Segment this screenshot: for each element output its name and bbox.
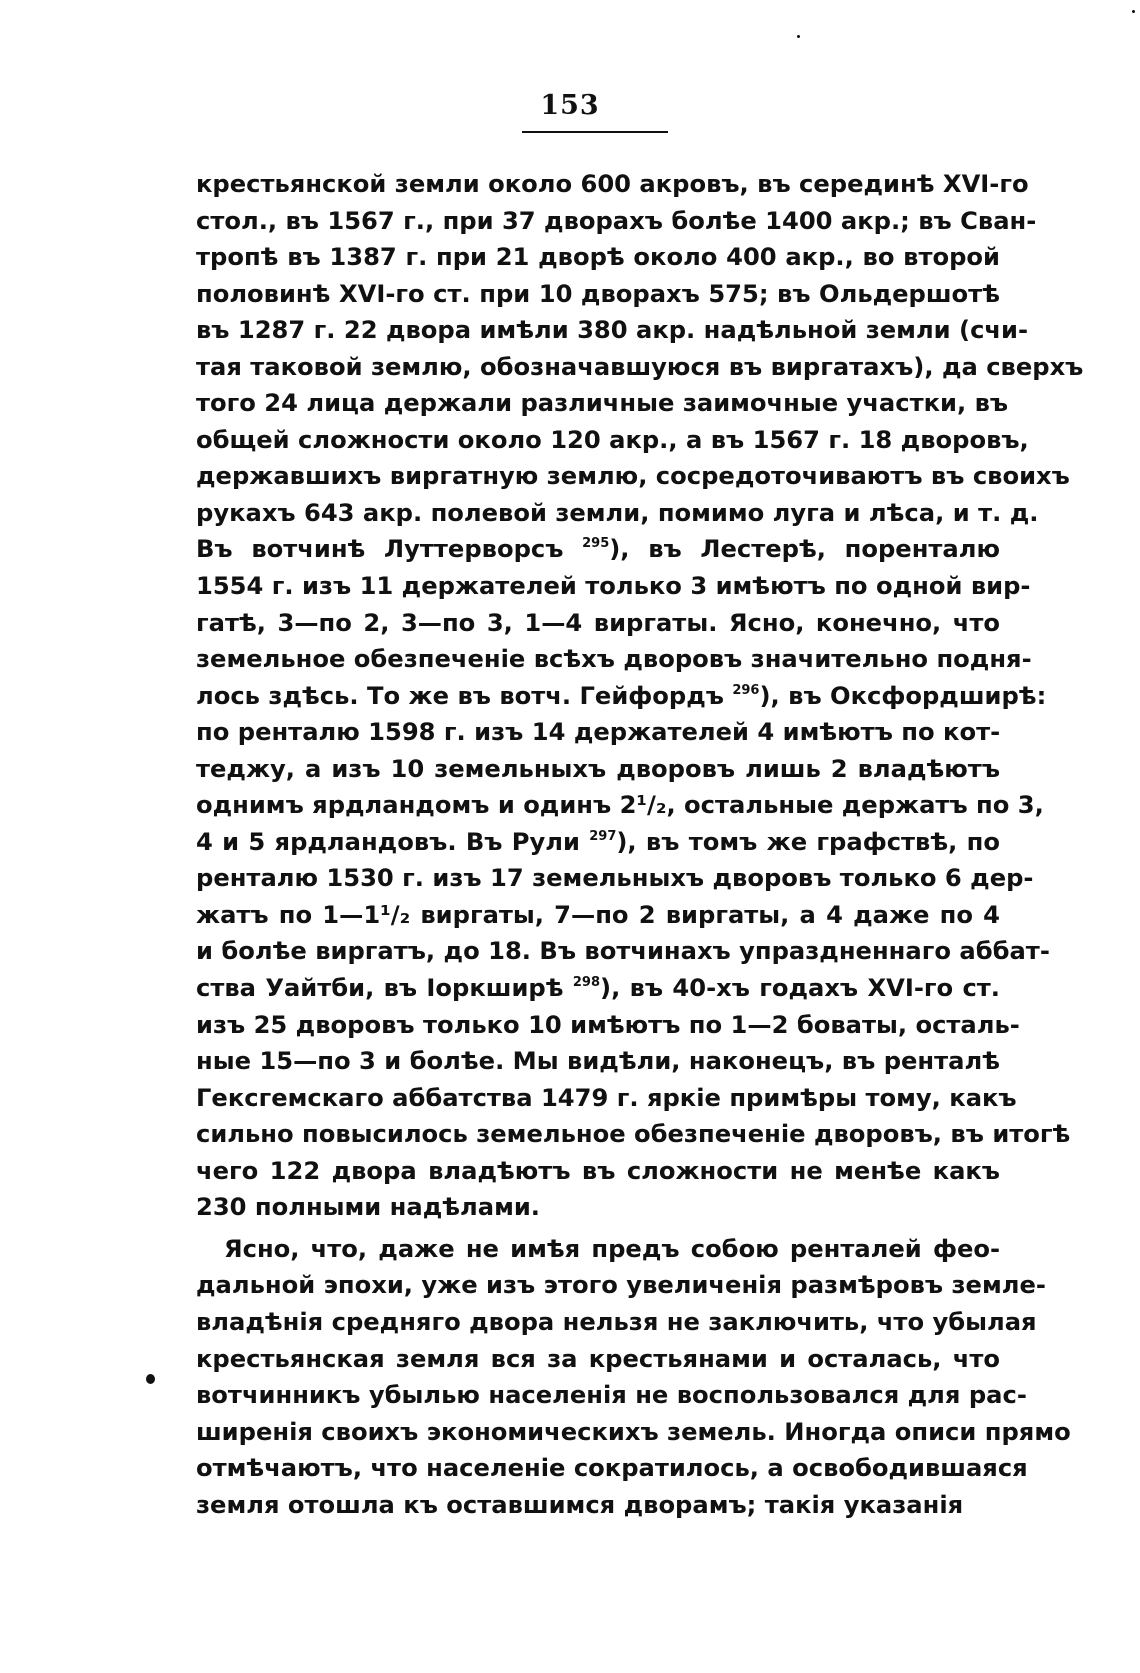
text-segment: Ясно, что, даже не имѣя предъ собою ренталей фео- (224, 1234, 1000, 1263)
text-line (196, 605, 1000, 642)
footnote-marker: 298 (572, 975, 601, 991)
text-line (196, 641, 1032, 678)
text-segment: рукахъ 643 акр. полевой земли, помимо луга и лѣса, и т. д. (196, 498, 1039, 527)
text-segment: по ренталю 1598 г. изъ 14 держателей 4 имѣютъ по кот- (196, 718, 1001, 747)
text-line (196, 1450, 1028, 1487)
text-line (196, 1377, 1027, 1414)
text-line (196, 970, 1000, 1007)
text-line (196, 1414, 1071, 1451)
body-text (196, 166, 1084, 1523)
text-segment: въ 1287 г. 22 двора имѣли 380 акр. надѣльной земли (счи- (196, 316, 1029, 345)
text-line (196, 1189, 1000, 1226)
text-line (196, 860, 1034, 897)
text-segment: половинѣ XVI-го ст. при 10 дворахъ 575; въ Ольдершотѣ (196, 279, 1000, 308)
text-segment: жатъ по 1—1¹/₂ виргаты, 7—по 2 виргаты, а 4 даже по 4 (196, 900, 1000, 929)
text-line (196, 349, 1084, 386)
text-segment: ные 15—по 3 и болѣе. Мы видѣли, наконецъ, въ ренталѣ (196, 1047, 1000, 1076)
page-number-rule (522, 131, 668, 133)
text-segment: сильно повысилось земельное обезпеченіе дворовъ, въ итогѣ (196, 1120, 1071, 1149)
text-line (196, 385, 1009, 422)
text-segment: теджу, а изъ 10 земельныхъ дворовъ лишь 2 владѣютъ (196, 754, 1000, 783)
text-segment: земля отошла къ оставшимся дворамъ; такія указанія (196, 1490, 964, 1519)
text-line (196, 1153, 1000, 1190)
text-segment: ), въ Оксфордширѣ: (759, 681, 1047, 710)
text-line (196, 751, 1000, 788)
text-segment: Гексгемскаго аббатства 1479 г. яркіе примѣры тому, какъ (196, 1083, 1017, 1112)
text-line (196, 714, 1000, 751)
text-line (196, 422, 1029, 459)
text-line (196, 1341, 1000, 1378)
text-line (196, 897, 1000, 934)
text-segment: дальной эпохи, уже изъ этого увеличенія размѣровъ земле- (196, 1271, 1046, 1300)
text-line (196, 495, 1039, 532)
text-segment: крестьянская земля вся за крестьянами и осталась, что (196, 1344, 1000, 1373)
text-segment: чего 122 двора владѣютъ въ сложности не менѣе какъ (196, 1156, 1000, 1185)
text-line (196, 312, 1029, 349)
print-speck (797, 35, 800, 38)
text-line (196, 1231, 1000, 1268)
text-line (196, 203, 1037, 240)
text-line (196, 787, 1044, 824)
text-segment: 230 полными надѣлами. (196, 1193, 540, 1222)
text-segment: общей сложности около 120 акр., а въ 1567 г. 18 дворовъ, (196, 425, 1029, 454)
text-line (196, 458, 1070, 495)
text-line (196, 531, 1000, 568)
text-segment: тропѣ въ 1387 г. при 21 дворѣ около 400 акр., во второй (196, 243, 1000, 272)
text-segment: и болѣе виргатъ, до 18. Въ вотчинахъ упраздненнаго аббат- (196, 937, 1050, 966)
page-number: 153 (540, 90, 600, 121)
footnote-marker: 295 (582, 536, 610, 552)
text-line (196, 1487, 1000, 1524)
print-speck (1132, 10, 1135, 13)
text-line (196, 1116, 1071, 1153)
text-segment: стол., въ 1567 г., при 37 дворахъ болѣе 1400 акр.; въ Сван- (196, 206, 1037, 235)
text-line (196, 678, 1047, 715)
text-line (196, 276, 1000, 313)
text-segment: вотчинникъ убылью населенія не воспользовался для рас- (196, 1381, 1027, 1410)
text-segment: ширенія своихъ экономическихъ земель. Иногда описи прямо (196, 1417, 1071, 1446)
text-line (196, 1080, 1017, 1117)
text-segment: 1554 г. изъ 11 держателей только 3 имѣютъ по одной вир- (196, 572, 1031, 601)
print-speck (146, 1374, 155, 1384)
text-line (196, 166, 1029, 203)
text-line (196, 824, 1000, 861)
footnote-marker: 297 (589, 828, 617, 844)
text-segment: ), въ 40-хъ годахъ XVI-го ст. (600, 974, 1000, 1003)
text-segment: гатѣ, 3—по 2, 3—по 3, 1—4 виргаты. Ясно, конечно, что (196, 608, 1000, 637)
text-line (196, 933, 1050, 970)
text-segment: того 24 лица держали различные заимочные участки, въ (196, 389, 1009, 418)
text-line (196, 1007, 1020, 1044)
text-segment: 4 и 5 ярдландовъ. Въ Рули (196, 827, 590, 856)
text-segment: крестьянской земли около 600 акровъ, въ серединѣ XVI-го (196, 170, 1029, 198)
text-line (196, 568, 1031, 605)
text-line (196, 1043, 1000, 1080)
text-segment: изъ 25 дворовъ только 10 имѣютъ по 1—2 боваты, осталь- (196, 1010, 1020, 1039)
text-segment: ), въ Лестерѣ, поренталю (609, 535, 1000, 564)
text-line (196, 1304, 1037, 1341)
text-segment: ), въ томъ же графствѣ, по (616, 827, 1000, 856)
text-segment: тая таковой землю, обозначавшуюся въ виргатахъ), да сверхъ (196, 352, 1084, 381)
text-line (196, 239, 1000, 276)
text-segment: земельное обезпеченіе всѣхъ дворовъ значительно подня- (196, 645, 1032, 674)
text-segment: ства Уайтби, въ Іоркширѣ (196, 974, 573, 1003)
text-segment: однимъ ярдландомъ и одинъ 2¹/₂, остальные держатъ по 3, (196, 791, 1044, 820)
text-line (196, 1267, 1046, 1304)
text-segment: державшихъ виргатную землю, сосредоточиваютъ въ своихъ (196, 462, 1070, 491)
text-segment: лось здѣсь. То же въ вотч. Гейфордъ (196, 681, 733, 710)
footnote-marker: 296 (732, 682, 760, 698)
text-segment: ренталю 1530 г. изъ 17 земельныхъ дворовъ только 6 дер- (196, 864, 1034, 893)
text-segment: владѣнія средняго двора нельзя не заключить, что убылая (196, 1307, 1037, 1336)
text-segment: Въ вотчинѣ Луттерворсъ (196, 535, 583, 564)
text-segment: отмѣчаютъ, что населеніе сократилось, а освободившаяся (196, 1454, 1028, 1483)
